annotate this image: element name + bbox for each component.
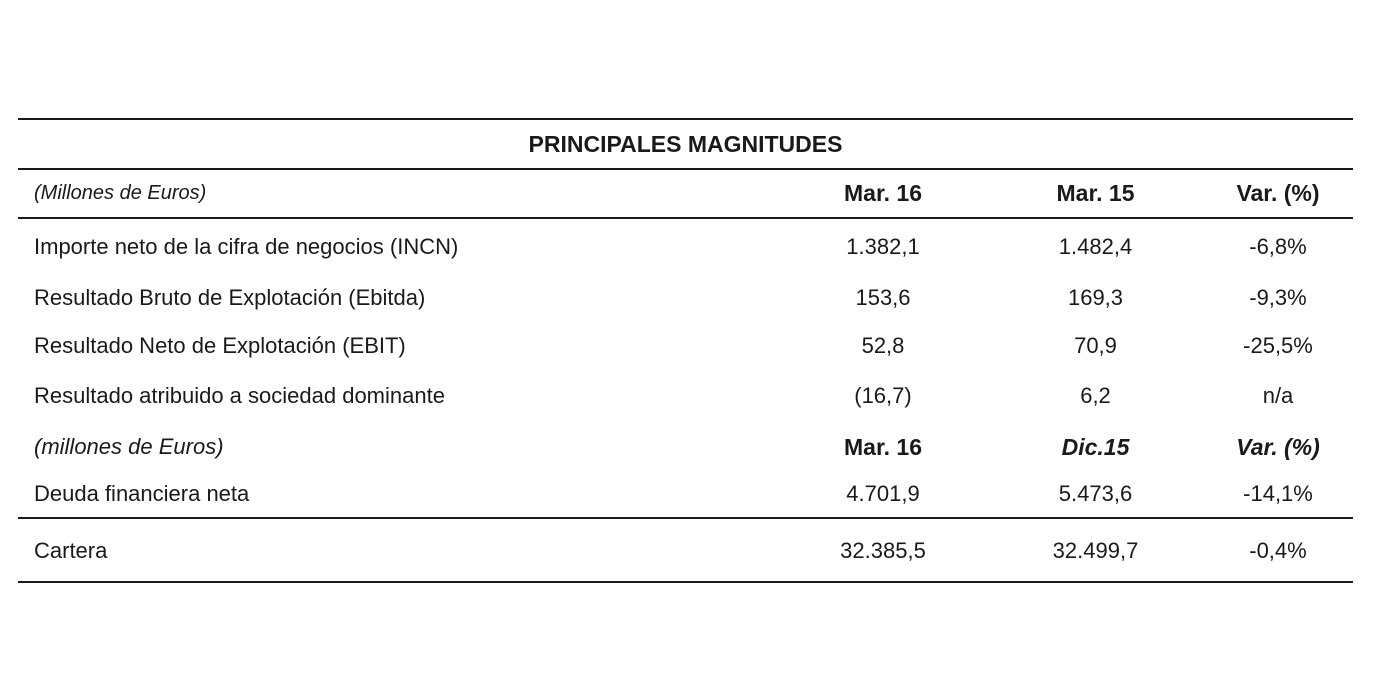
row-value-mar16: 52,8 bbox=[861, 333, 905, 358]
table-row-debt bbox=[18, 474, 1353, 514]
col-header-var: Var. (%) bbox=[1236, 180, 1320, 206]
table-row bbox=[18, 278, 1353, 318]
row-label: Importe neto de la cifra de negocios (INCN) bbox=[34, 234, 459, 259]
row-value-mar16: (16,7) bbox=[854, 383, 912, 408]
table-row bbox=[18, 376, 1353, 416]
row-value-mar16: 153,6 bbox=[855, 285, 911, 310]
row-label: Cartera bbox=[34, 538, 108, 563]
table-title: PRINCIPALES MAGNITUDES bbox=[528, 131, 843, 157]
row-value-var: -0,4% bbox=[1249, 538, 1307, 563]
row-value-mar16: 32.385,5 bbox=[840, 538, 926, 563]
row-value-mar15: 1.482,4 bbox=[1058, 234, 1133, 259]
row-value-mar15: 169,3 bbox=[1067, 285, 1124, 310]
row-value-mar16: 4.701,9 bbox=[846, 481, 920, 506]
header-row-2 bbox=[18, 427, 1353, 467]
bottom-rule bbox=[18, 581, 1353, 583]
table-row bbox=[18, 227, 1353, 267]
header-rule bbox=[18, 217, 1353, 219]
title-rule bbox=[18, 168, 1353, 170]
row-label: Deuda financiera neta bbox=[34, 481, 250, 506]
row-label: Resultado Neto de Explotación (EBIT) bbox=[34, 333, 406, 358]
col-header-var-2: Var. (%) bbox=[1236, 434, 1320, 460]
row-value-var: -14,1% bbox=[1243, 481, 1313, 506]
table-row-cartera bbox=[18, 531, 1353, 571]
top-rule bbox=[18, 118, 1353, 120]
header-row-1 bbox=[18, 173, 1353, 213]
table-row bbox=[18, 326, 1353, 366]
col-header-mar15: Mar. 15 bbox=[1056, 180, 1135, 206]
row-label: Resultado atribuido a sociedad dominante bbox=[34, 383, 445, 408]
row-value-dic15: 5.473,6 bbox=[1058, 481, 1133, 506]
row-value-dic15: 32.499,7 bbox=[1052, 538, 1139, 563]
row-value-mar15: 6,2 bbox=[1080, 383, 1111, 408]
col-header-dic15: Dic.15 bbox=[1061, 434, 1130, 460]
col-header-mar16: Mar. 16 bbox=[844, 180, 922, 206]
row-value-mar15: 70,9 bbox=[1074, 333, 1117, 358]
debt-rule bbox=[18, 517, 1353, 519]
units-label-2: (millones de Euros) bbox=[34, 434, 224, 459]
col-header-mar16-2: Mar. 16 bbox=[844, 434, 922, 460]
row-value-mar16: 1.382,1 bbox=[846, 234, 920, 259]
row-value-var: -9,3% bbox=[1249, 285, 1307, 310]
row-value-var: -6,8% bbox=[1249, 234, 1307, 259]
row-label: Resultado Bruto de Explotación (Ebitda) bbox=[34, 285, 426, 310]
row-value-var: -25,5% bbox=[1243, 333, 1313, 358]
row-value-var: n/a bbox=[1262, 383, 1294, 408]
units-label: (Millones de Euros) bbox=[34, 182, 207, 204]
